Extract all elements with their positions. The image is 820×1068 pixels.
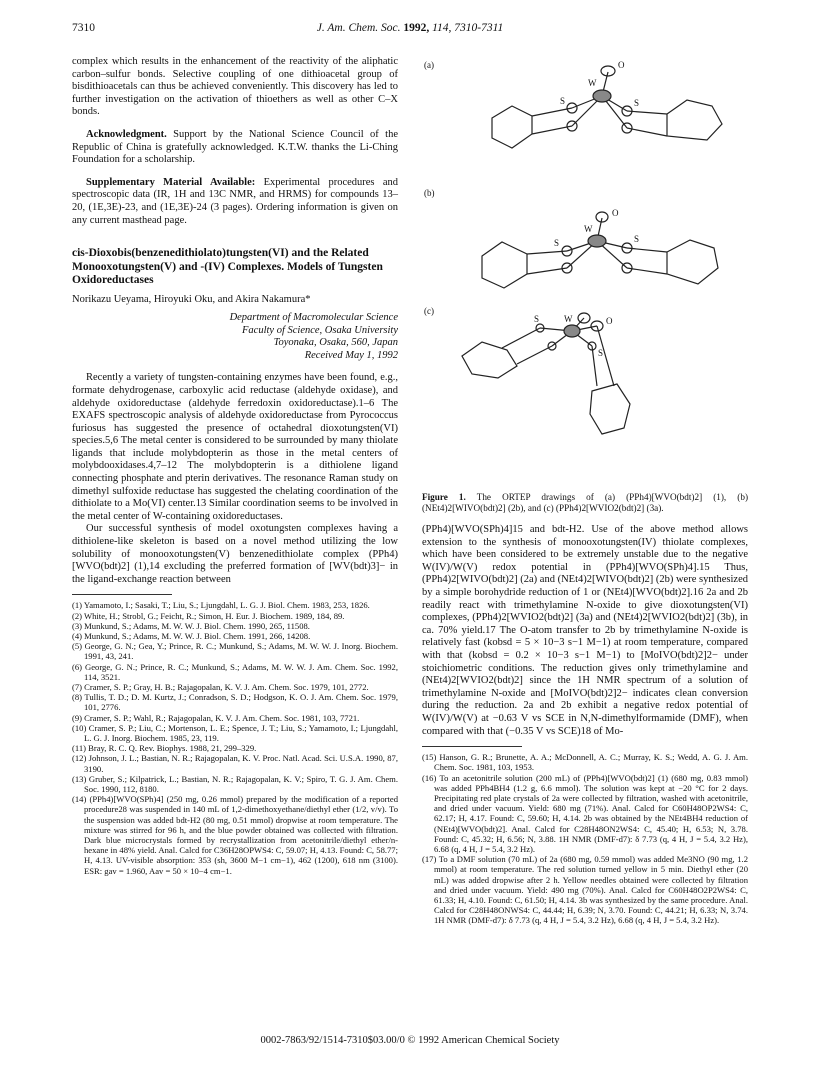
- ortep-panel-a: [492, 66, 722, 148]
- reference: (8) Tullis, T. D.; D. M. Kurtz, J.; Conradson, S. D.; Hodgson, K. O. J. Am. Chem. Soc. 1979, 101, 2776.: [72, 692, 398, 713]
- journal-citation: J. Am. Chem. Soc. 1992, 114, 7310-7311: [316, 22, 504, 34]
- supplementary-material: Supplementary Material Available: Experimental procedures and spectroscopic data (IR, 1H and 13C NMR, and HRMS) for compounds 13–20, (1E,3E)-23, and (1E,3E)-24 (3 pages). Ordering information is given on any current masthead page.: [72, 176, 398, 226]
- reference: (11) Bray, R. C. Q. Rev. Biophys. 1988, 21, 299–329.: [72, 743, 257, 754]
- body-paragraph: Recently a variety of tungsten-containing enzymes have been found, e.g., formate dehydrogenase, carboxylic acid reductase (aldehyde oxidase), and aldehyde oxidoreductase (aldehyde ferredoxin oxidoreductase).1–6 The EXAFS spectroscopic analysis of aldehyde oxidoreductase from Pyrococcus furiosus has suggested the presence of octahedral dioxotungsten(VI) species.5,6 The metal center is considered to be surrounded by many thiolate ligands that include molybdopterin as those in the metal centers of molybdooxidases.4,7–12 The molybdopterin is a dithiolene ligand connecting phosphate and pterin derivatives. The resonance Raman study on dimethyl sulfoxide reductase has suggested the chelating coordination of the dithiolate to a Mo(VI) center.13 Similar coordination seems to be involved in the metal center of W-containing oxidoreductases.: [72, 372, 398, 522]
- reference: (4) Munkund, S.; Adams, M. W. W. J. Biol. Chem. 1991, 266, 14208.: [72, 631, 311, 642]
- figure-caption: Figure 1. The ORTEP drawings of (a) (PPh4)[WVO(bdt)2] (1), (b) (NEt4)2[WIVO(bdt)2] (2b), and (c) (PPh4)2[WVIO2(bdt)2] (3a).: [422, 492, 748, 513]
- atom-label: S: [634, 234, 640, 244]
- reference: (5) George, G. N.; Gea, Y.; Prince, R. C.; Munkund, S.; Adams, M. W. W. J. Inorg. Biochem. 1991, 43, 241.: [72, 641, 398, 662]
- reference: (9) Cramer, S. P.; Wahl, R.; Rajagopalan, K. V. J. Am. Chem. Soc. 1981, 103, 7721.: [72, 712, 360, 723]
- ortep-panel-c: [462, 313, 630, 434]
- reference: (1) Yamamoto, I.; Sasaki, T.; Liu, S.; Ljungdahl, L. G. J. Biol. Chem. 1983, 253, 1826.: [72, 600, 370, 611]
- atom-label: O: [618, 60, 625, 70]
- body-paragraph: Our successful synthesis of model oxotungsten complexes having a dithiolene-like skeleton is based on a novel method utilizing the low solubility of monooxotungsten(V) benzenedithiolate complex (PPh4)[WVO(bdt)2] (1),14 excluding the preferred formation of [WV(bdt)3]− in the ligand-exchange reaction between: [72, 523, 398, 585]
- reference: (16) To an acetonitrile solution (200 mL) of (PPh4)[WVO(bdt)2] (1) (680 mg, 0.83 mmol) was added PPh4BH4 (1.2 g, 6.6 mmol). The solution was kept at −20 °C for 2 days. Precipitating red plate crystals of 2a were collected by filtration, washed with acetonitrile, and dried under vacuum. Yield: 680 mg (71%). Anal. Calcd for C60H48OP2WS4: C, 62.17; H, 4.17. Found: C, 59.60; H, 4.14. 2b was obtained by the NEt4BH4 reduction of (NEt4)[WVO(bdt)2]. Anal. Calcd for C28H48ON2WS4: C, 45.40; H, 6.53; N, 3.78. Found: C, 45.32; H, 6.56; N, 3.88. 1H NMR (DMF-d7): δ 7.73 (q, 4 H, J = 5.4, 3.2 Hz), 6.68 (q, 4 H, J = 5.4, 3.2 Hz).: [422, 772, 748, 854]
- affiliation: Department of Macromolecular Science Faculty of Science, Osaka University Toyonaka, Osaka, 560, Japan Received May 1, 1992: [229, 311, 398, 361]
- reference: (2) White, H.; Strobl, G.; Feicht, R.; Simon, H. Eur. J. Biochem. 1989, 184, 89.: [72, 610, 345, 621]
- article-title: cis-Dioxobis(benzenedithiolato)tungsten(VI) and the Related Monooxotungsten(V) and -(IV) Complexes. Models of Tungsten Oxidoreductases: [72, 247, 383, 286]
- references-right: [422, 752, 748, 925]
- atom-label: S: [560, 96, 566, 106]
- ortep-drawings: [422, 56, 748, 486]
- footnote-rule: [72, 594, 172, 595]
- panel-label-a: (a): [424, 60, 434, 70]
- panel-label-c: (c): [424, 306, 434, 316]
- atom-label: S: [634, 98, 640, 108]
- body-paragraph: (PPh4)[WVO(SPh)4]15 and bdt-H2. Use of the above method allows extension to the synthesis of monooxotungsten(IV) thiolate complexes, which have been considered to be extremely unstable due to the negative W(IV)/W(V) redox potential in (PPh4)[WVO(SPh)4].15 Thus, (PPh4)2[WIVO(bdt)2] (2a) and (NEt4)2[WIVO(bdt)2] (2b) were synthesized by a simple borohydride reduction of 1 or (NEt4)[WVO(bdt)2].16 2a and 2b readily react with trimethylamine N-oxide to give dioxotungsten(VI) complexes, (PPh4)2[WVIO2(bdt)2] (3a) and (NEt4)2[WVIO2(bdt)2] (3b), in ca. 70% yield.17 The O-atom transfer to 2b by trimethylamine N-oxide is relatively fast (kobsd = 5 × 10−3 s−1 M−1) at room temperature, compared with that (kobsd = 0.2 × 10−3 s−1 M−1) to [MoIVO(bdt)2]2− under stoichiometric conditions. The reduction gives only trimethylamine and (NEt4)2[WVIO2(bdt)2] since the 1H NMR spectrum of a solution of trimethylamine N-oxide and [MoIVO(bdt)2]2− indicates clean conversion during the reduction. 2a and 2b exhibit a negative redox potential of W(IV)/W(V) at −0.63 V vs SCE in N,N-dimethylformamide (DMF), when compared with that (−0.35 V vs SCE)18 of Mo-: [422, 524, 748, 737]
- running-header: [72, 22, 748, 38]
- footnote-rule: [422, 746, 522, 747]
- reference: (7) Cramer, S. P.; Gray, H. B.; Rajagopalan, K. V. J. Am. Chem. Soc. 1979, 101, 2772.: [72, 682, 369, 693]
- reference: (3) Munkund, S.; Adams, M. W. W. J. Biol. Chem. 1990, 265, 11508.: [72, 620, 310, 631]
- reference: (13) Gruber, S.; Kilpatrick, L.; Bastian, N. R.; Rajagopalan, K. V.; Spiro, T. G. J. Am. Chem. Soc. 1990, 112, 8180.: [72, 773, 398, 795]
- reference: (10) Cramer, S. P.; Liu, C.; Mortenson, L. E.; Spence, J. T.; Liu, S.; Yamamoto, I.; Ljungdahl, L. G. J. Inorg. Biochem. 1985, 23, 119.: [72, 722, 398, 744]
- atom-label: O: [606, 316, 613, 326]
- atom-label: S: [534, 314, 540, 324]
- right-column: [422, 56, 748, 926]
- reference: (15) Hanson, G. R.; Brunette, A. A.; McDonnell, A. C.; Murray, K. S.; Wedd, A. G. J. Am. Chem. Soc. 1981, 103, 1953.: [422, 752, 748, 773]
- atom-label: W: [584, 224, 593, 234]
- atom-label: S: [598, 348, 604, 358]
- previous-article-text: complex which results in the enhancement of the reactivity of the aliphatic carbon–sulfur bonds. Selective coupling of one dithioacetal group of bisdithioacetals can thus be achieved conveniently. This discovery has led to further investigation on the activation of thioethers as well as other C–X bonds.: [72, 56, 398, 118]
- atom-label: O: [612, 208, 619, 218]
- atom-label: S: [554, 238, 560, 248]
- atom-label: W: [588, 78, 597, 88]
- acknowledgment: Acknowledgment. Support by the National Science Council of the Republic of China is gratefully acknowledged. K.T.W. thanks the Li-Ching Foundation for a scholarship.: [72, 128, 398, 166]
- reference: (14) (PPh4)[WVO(SPh)4] (250 mg, 0.26 mmol) prepared by the modification of a reported procedure28 was suspended in 140 mL of 1,2-dimethoxyethane/diethyl ether (1/2, v/v). To the suspension was added bdt-H2 (80 mg, 0.51 mmol) dropwise at room temperature. The mixture was stirred for 96 h, and the blue powder obtained was collected with filtration. Dark blue microcrystals formed by recrystallization from acetonitrile/diethyl ether/n-hexane in 48% yield. Anal. Calcd for C36H28OPWS4: C, 59.07; H, 4.13. Found: C, 58.77; H, 4.13. UV-visible absorption: 353 (sh, 3600 M−1 cm−1), 462 (1200), 618 nm (3100). ESR: gav = 1.960, Aav = 50 × 10−4 cm−1.: [72, 794, 398, 876]
- reference: (12) Johnson, J. L.; Bastian, N. R.; Rajagopalan, K. V. Proc. Natl. Acad. Sci. U.S.A. 1990, 87, 3190.: [72, 753, 398, 774]
- panel-label-b: (b): [424, 188, 435, 198]
- atom-label: W: [564, 314, 573, 324]
- reference: (17) To a DMF solution (70 mL) of 2a (680 mg, 0.59 mmol) was added Me3NO (90 mg, 1.2 mmol) at room temperature. The red solution turned yellow in 5 min. Diethyl ether (20 mL) was added dropwise after 2 h. Yellow needles obtained were collected by filtration and dried under vacuum. Yield: 490 mg (70%). Anal. Calcd for C60H48O2P2WS4: C, 61.33; H, 4.10. Found: C, 61.50; H, 4.14. 3b was synthesized by the same procedure. Anal. Calcd for C28H48ONWS4: C, 44.44; H, 6.39; N, 3.70. Found: C, 44.21; H, 6.33; N, 3.74. 1H NMR (DMF-d7): δ 7.73 (q, 4 H, J = 5.4, 3.2 Hz), 6.68 (q, 4 H, J = 5.4, 3.2 Hz).: [422, 854, 748, 926]
- figure-1: [422, 56, 748, 486]
- left-column: [72, 56, 398, 876]
- article-authors: Norikazu Ueyama, Hiroyuki Oku, and Akira Nakamura*: [72, 294, 311, 306]
- received-date: Received May 1, 1992: [304, 349, 398, 361]
- references-left: [72, 600, 398, 875]
- page-number: 7310: [72, 22, 95, 34]
- ortep-panel-b: [482, 212, 718, 288]
- page-footer: 0002-7863/92/1514-7310$03.00/0 © 1992 American Chemical Society: [260, 1035, 560, 1046]
- reference: (6) George, G. N.; Prince, R. C.; Munkund, S.; Adams, M. W. W. J. Am. Chem. Soc. 1992, 114, 3521.: [72, 661, 398, 682]
